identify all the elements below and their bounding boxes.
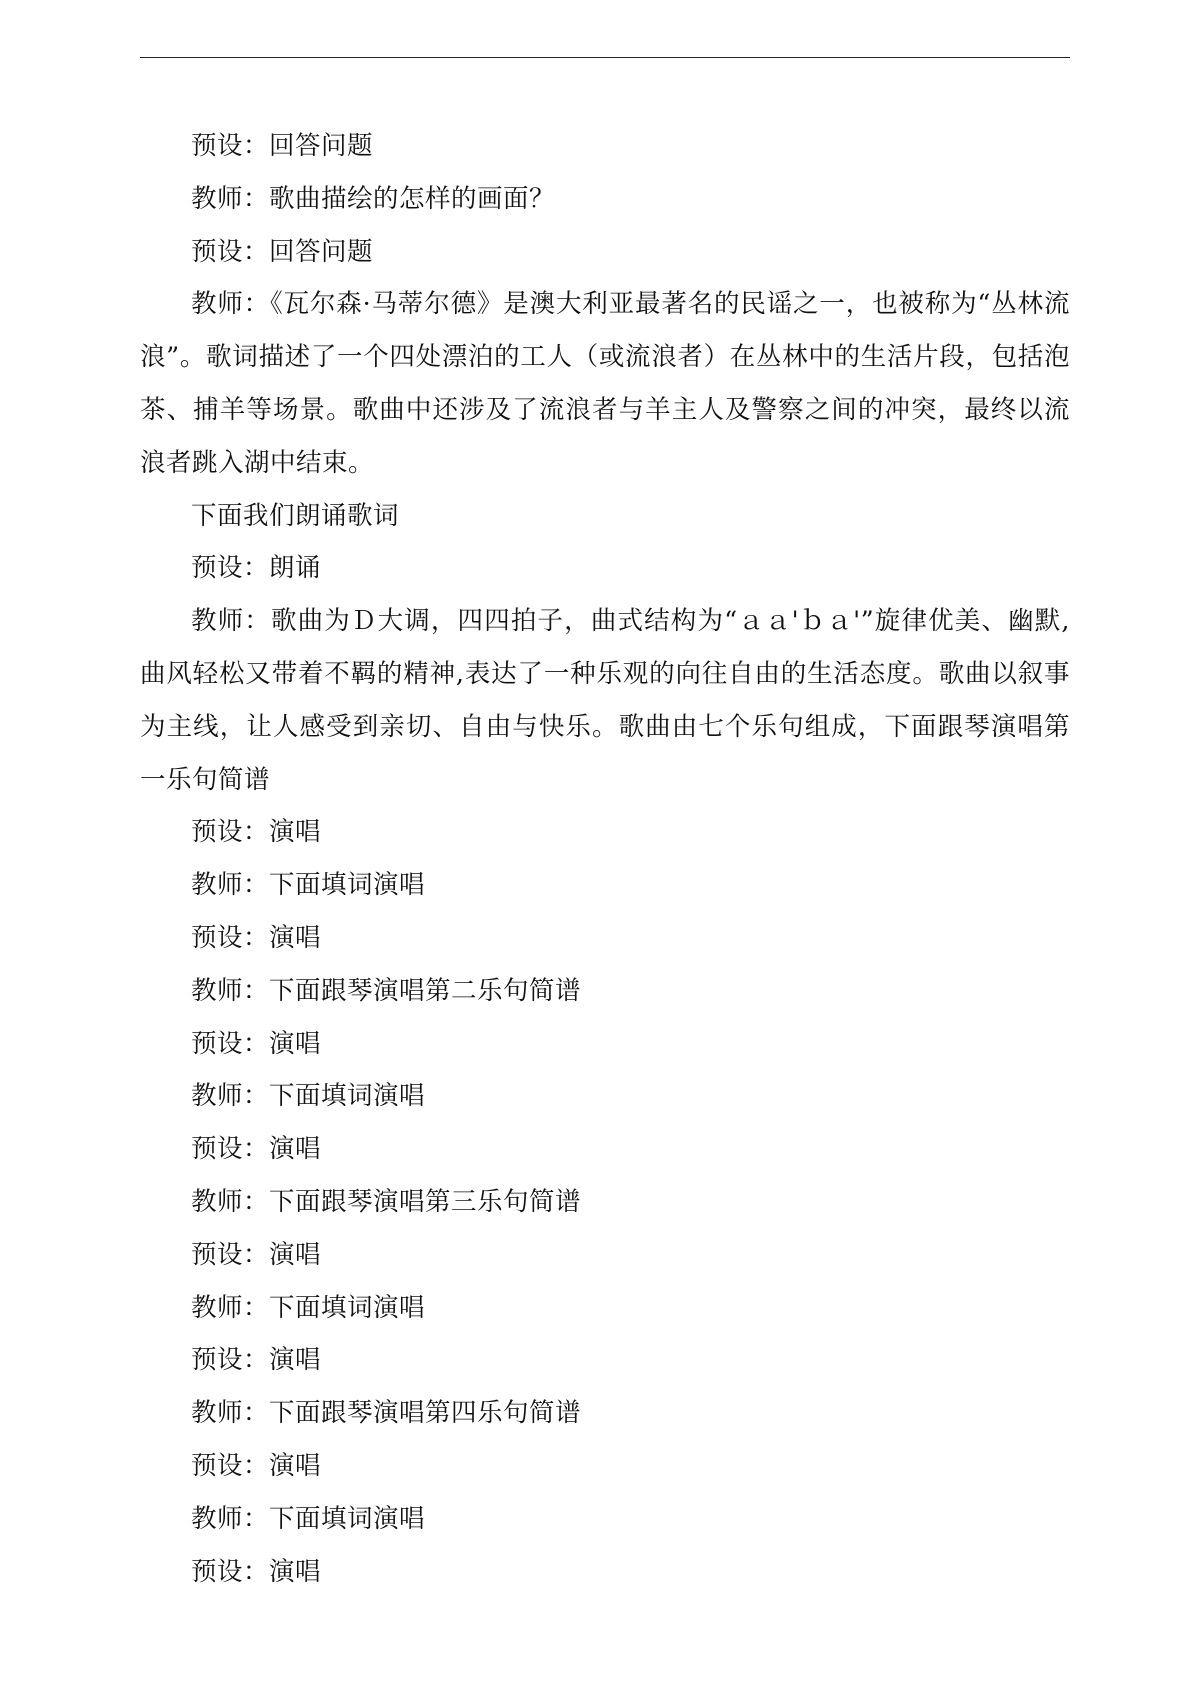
paragraph: 下面我们朗诵歌词 bbox=[191, 500, 400, 531]
paragraph: 预设：演唱 bbox=[191, 1134, 322, 1165]
paragraph: 教师：下面填词演唱 bbox=[191, 870, 426, 901]
paragraph: 预设：回答问题 bbox=[191, 131, 374, 161]
paragraph: 教师：歌曲描绘的怎样的画面？ bbox=[191, 183, 556, 214]
document-body bbox=[140, 120, 1070, 1598]
paragraph: 教师：下面填词演唱 bbox=[191, 1292, 426, 1323]
paragraph: 教师：下面填词演唱 bbox=[191, 1503, 426, 1534]
paragraph: 教师：下面跟琴演唱第四乐句简谱 bbox=[191, 1398, 582, 1429]
paragraph: 教师：下面跟琴演唱第三乐句简谱 bbox=[191, 1186, 582, 1217]
paragraph: 教师：《瓦尔森·马蒂尔德》是澳大利亚最著名的民谣之一，也被称为“丛林流浪”。歌词描述了一个四处漂泊的工人（或流浪者）在丛林中的生活片段，包括泡茶、捕羊等场景。歌曲中还涉及了流浪者与羊主人及警察之间的冲突，最终以流浪者跳入湖中结束。 bbox=[140, 289, 1070, 478]
paragraph: 预设：演唱 bbox=[191, 1556, 322, 1587]
paragraph: 预设：演唱 bbox=[191, 1028, 322, 1059]
paragraph: 教师：下面跟琴演唱第二乐句简谱 bbox=[191, 975, 582, 1006]
paragraph: 预设：演唱 bbox=[191, 922, 322, 953]
paragraph: 教师：歌曲为Ｄ大调，四四拍子，曲式结构为“ａａ'ｂａ'”旋律优美、幽默,曲风轻松又带着不羁的精神,表达了一种乐观的向往自由的生活态度。歌曲以叙事为主线，让人感受到亲切、自由与快乐。歌曲由七个乐句组成，下面跟琴演唱第一乐句简谱 bbox=[140, 606, 1070, 795]
paragraph: 预设：演唱 bbox=[191, 1345, 322, 1376]
paragraph: 预设：演唱 bbox=[191, 1450, 322, 1481]
paragraph: 预设：朗诵 bbox=[191, 553, 322, 584]
paragraph: 教师：下面填词演唱 bbox=[191, 1081, 426, 1112]
paragraph: 预设：演唱 bbox=[191, 817, 322, 848]
header-rule bbox=[140, 57, 1070, 58]
paragraph: 预设：回答问题 bbox=[191, 236, 374, 267]
paragraph: 预设：演唱 bbox=[191, 1239, 322, 1270]
